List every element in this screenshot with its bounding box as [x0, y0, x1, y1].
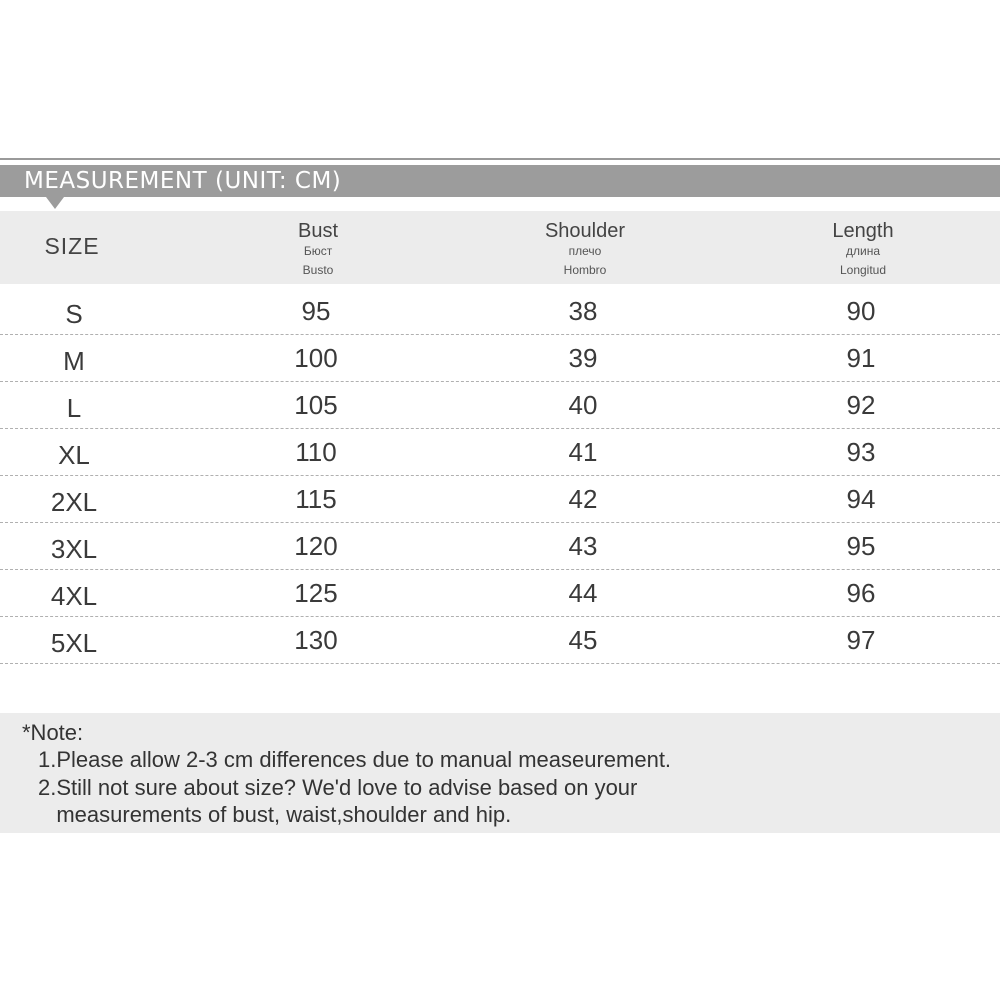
header-bust-ru: Бюст	[303, 244, 333, 258]
cell-size: L	[66, 393, 82, 423]
cell-length: 95	[846, 531, 876, 561]
cell-size: 4XL	[50, 581, 98, 611]
header-length-label: Length	[832, 220, 894, 242]
cell-size: 2XL	[50, 487, 98, 517]
header-shoulder	[545, 211, 625, 280]
cell-length: 92	[846, 390, 876, 420]
table-row	[0, 617, 1000, 664]
cell-size: M	[63, 346, 85, 376]
cell-bust: 105	[294, 390, 338, 420]
header-bust	[298, 211, 338, 280]
table-body	[0, 288, 1000, 664]
cell-size: 5XL	[50, 628, 98, 658]
header-bust-label: Bust	[297, 220, 339, 242]
cell-bust: 100	[294, 343, 338, 373]
measurement-banner	[0, 165, 1000, 197]
cell-length: 91	[846, 343, 876, 373]
table-row	[0, 382, 1000, 429]
table-row	[0, 476, 1000, 523]
note-line-1: 1.Please allow 2-3 cm differences due to manual measeurement.	[38, 747, 672, 772]
cell-bust: 95	[301, 296, 331, 326]
banner-title: MEASUREMENT (UNIT: CM)	[24, 168, 342, 194]
header-shoulder-label: Shoulder	[544, 220, 626, 242]
cell-length: 97	[846, 625, 876, 655]
cell-size: S	[65, 299, 83, 329]
cell-size: 3XL	[50, 534, 98, 564]
top-divider	[0, 158, 1000, 160]
cell-length: 93	[846, 437, 876, 467]
cell-bust: 130	[294, 625, 338, 655]
table-row	[0, 570, 1000, 617]
cell-bust: 110	[295, 437, 337, 467]
cell-shoulder: 45	[568, 625, 598, 655]
cell-shoulder: 44	[568, 578, 598, 608]
header-length-ru: длина	[845, 244, 881, 258]
header-length	[832, 211, 893, 280]
table-row	[0, 429, 1000, 476]
cell-length: 90	[846, 296, 876, 326]
note-line-2: 2.Still not sure about size? We'd love to advise based on your	[38, 775, 638, 800]
header-bust-es: Busto	[302, 263, 334, 277]
banner-pointer-icon	[46, 197, 64, 209]
header-shoulder-ru: плечо	[568, 244, 602, 258]
cell-bust: 125	[294, 578, 338, 608]
cell-shoulder: 40	[568, 390, 598, 420]
header-length-es: Longitud	[839, 263, 887, 277]
note-box	[0, 713, 1000, 833]
cell-bust: 120	[294, 531, 338, 561]
cell-size: XL	[58, 440, 90, 470]
table-row	[0, 523, 1000, 570]
cell-shoulder: 41	[568, 437, 598, 467]
cell-bust: 115	[295, 484, 337, 514]
header-shoulder-es: Hombro	[563, 263, 607, 277]
cell-shoulder: 43	[568, 531, 598, 561]
table-row	[0, 288, 1000, 335]
header-size: SIZE	[44, 233, 100, 259]
cell-shoulder: 39	[568, 343, 598, 373]
cell-shoulder: 42	[568, 484, 598, 514]
note-title: *Note:	[22, 720, 84, 745]
table-header	[0, 211, 1000, 284]
note-line-3: measurements of bust, waist,shoulder and hip.	[38, 802, 512, 827]
cell-shoulder: 38	[568, 296, 598, 326]
table-row	[0, 335, 1000, 382]
cell-length: 94	[846, 484, 876, 514]
cell-length: 96	[846, 578, 876, 608]
